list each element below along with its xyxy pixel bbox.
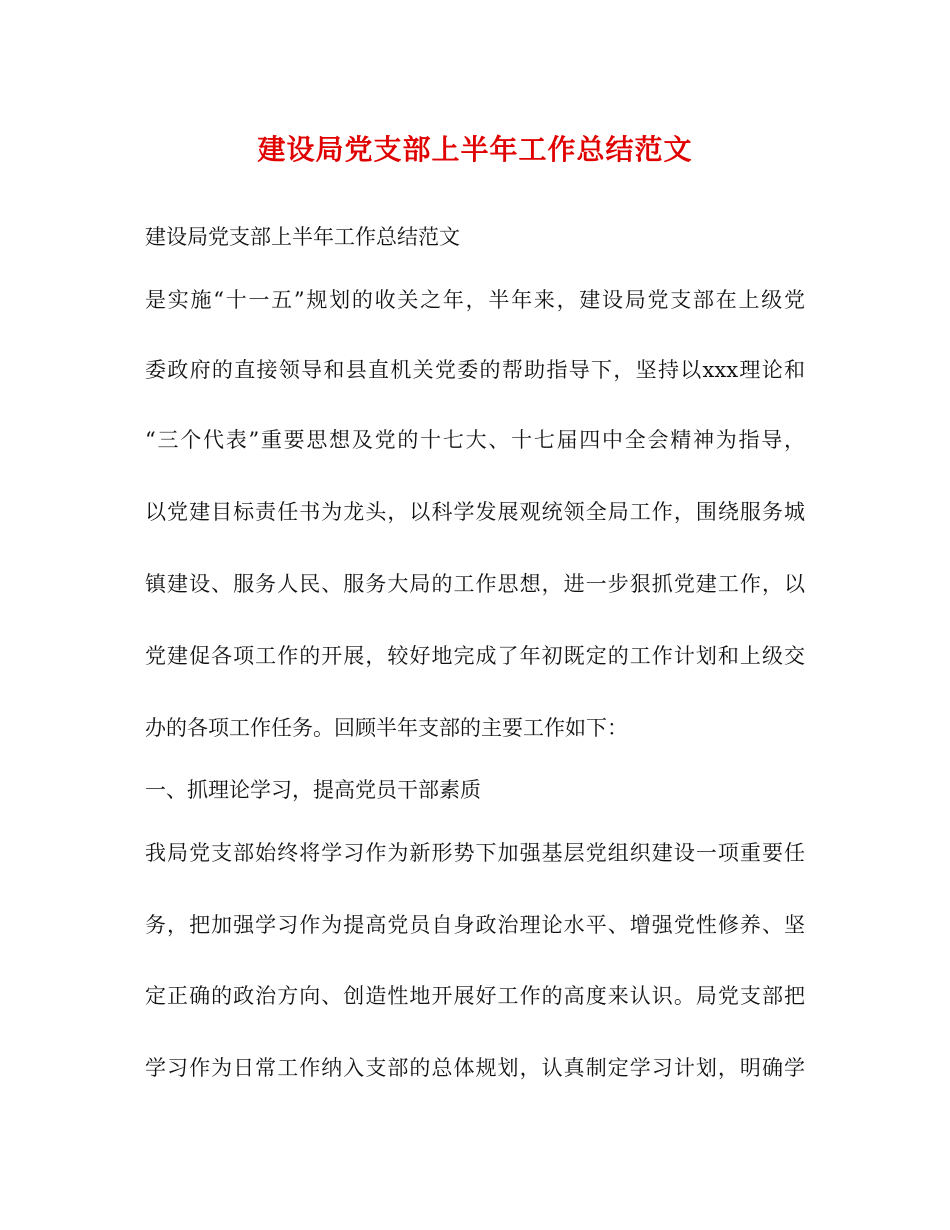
document-title: 建设局党支部上半年工作总结范文 [257, 133, 693, 166]
body-line: 党建促各项工作的开展，较好地完成了年初既定的工作计划和上级交 [145, 644, 805, 668]
body-line: 办的各项工作任务。回顾半年支部的主要工作如下： [145, 716, 628, 740]
body-line: “三个代表”重要思想及党的十七大、十七届四中全会精神为指导， [145, 428, 805, 452]
section-heading: 一、抓理论学习，提高党员干部素质 [145, 778, 481, 802]
body-line: 以党建目标责任书为龙头，以科学发展观统领全局工作，围绕服务城 [145, 500, 805, 524]
body-line: 委政府的直接领导和县直机关党委的帮助指导下，坚持以xxx理论和 [145, 358, 805, 382]
body-line: 学习作为日常工作纳入支部的总体规划，认真制定学习计划，明确学 [145, 1056, 805, 1080]
subtitle-line: 建设局党支部上半年工作总结范文 [145, 225, 460, 249]
body-line: 务，把加强学习作为提高党员自身政治理论水平、增强党性修养、坚 [145, 913, 805, 937]
body-line: 是实施“十一五”规划的收关之年，半年来，建设局党支部在上级党 [145, 288, 805, 312]
body-line: 定正确的政治方向、创造性地开展好工作的高度来认识。局党支部把 [145, 984, 805, 1008]
body-line: 我局党支部始终将学习作为新形势下加强基层党组织建设一项重要任 [145, 841, 805, 865]
body-line: 镇建设、服务人民、服务大局的工作思想，进一步狠抓党建工作，以 [145, 572, 805, 596]
